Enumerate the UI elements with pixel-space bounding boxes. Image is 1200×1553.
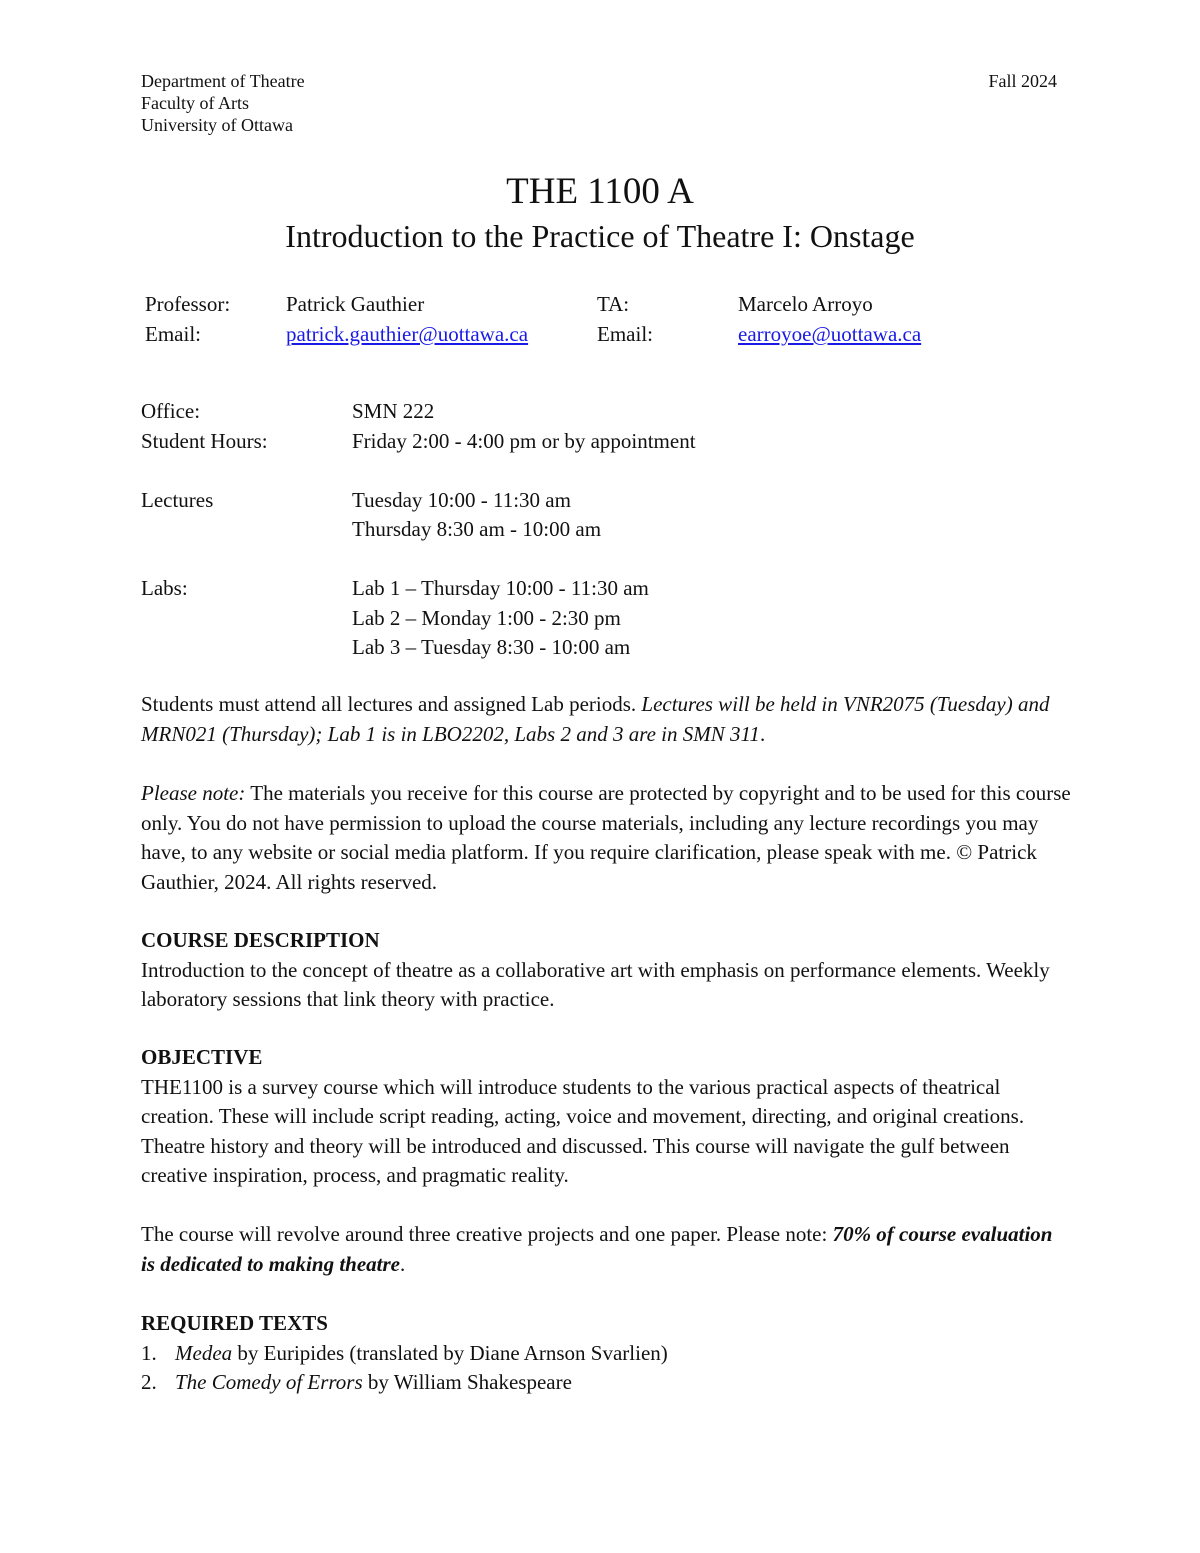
lectures-label: Lectures	[141, 488, 214, 512]
section-heading: COURSE DESCRIPTION	[141, 928, 380, 952]
objective-text: THE1100 is a survey course which will introduce students to the various practical aspects of theatrical creation. These will include script reading, acting, voice and movement, directing, and original creations. Theatre history and theory will be introduced and discussed. This course will navigate the gulf between creative inspiration, process, and pragmatic reality.	[141, 1074, 1025, 1188]
list-item: 2. The Comedy of Errors by William Shakespeare	[141, 1370, 572, 1395]
ta-name: Marcelo Arroyo	[738, 292, 873, 316]
required-texts-section	[141, 1309, 1071, 1398]
lecture-time: Tuesday 10:00 - 11:30 am	[352, 488, 571, 512]
section-heading: OBJECTIVE	[141, 1045, 263, 1069]
professor-email-link[interactable]: patrick.gauthier@uottawa.ca	[286, 322, 529, 346]
faculty-name: Faculty of Arts	[141, 93, 249, 113]
labs-label: Labs:	[141, 576, 188, 600]
professor-email-label: Email:	[145, 322, 201, 346]
course-code: THE 1100 A	[506, 171, 694, 212]
professor-label: Professor:	[145, 292, 231, 316]
description-text: Introduction to the concept of theatre as a collaborative art with emphasis on performance elements. Weekly laboratory sessions that link theory with practice.	[141, 957, 1050, 1012]
attendance-paragraph: Students must attend all lectures and assigned Lab periods. Lectures will be held in VNR2075 (Tuesday) and MRN021 (Thursday); Lab 1 is in LBO2202, Labs 2 and 3 are in SMN 311.	[141, 692, 1050, 746]
course-description-section	[141, 926, 1071, 1015]
text-title: The Comedy of Errors	[175, 1370, 363, 1395]
lab-time: Lab 1 – Thursday 10:00 - 11:30 am	[352, 576, 649, 600]
note-label: Please note:	[141, 781, 246, 805]
copyright-note: Please note: The materials you receive for this course are protected by copyright and to be used for this course only. You do not have permission to upload the course materials, including any lecture recordings you may have, to any website or social media platform. If you require clarification, please speak with me. © Patrick Gauthier, 2024. All rights reserved.	[141, 781, 1071, 894]
projects-paragraph: The course will revolve around three creative projects and one paper. Please note: 70% of course evaluation is dedicated to making theatre.	[141, 1222, 1053, 1276]
objective-section	[141, 1043, 1071, 1191]
lecture-time: Thursday 8:30 am - 10:00 am	[352, 517, 602, 541]
student-hours-label: Student Hours:	[141, 429, 268, 453]
section-heading: REQUIRED TEXTS	[141, 1311, 328, 1335]
room-info: Lectures will be held in VNR2075 (Tuesday) and MRN021 (Thursday); Lab 1 is in LBO2202, Labs 2 and 3 are in SMN 311	[141, 692, 1050, 746]
professor-name: Patrick Gauthier	[286, 292, 425, 316]
required-texts-list	[141, 1339, 1071, 1398]
department-name: Department of Theatre	[141, 71, 305, 91]
term-label: Fall 2024	[988, 71, 1057, 91]
department-block	[141, 70, 305, 136]
office-label: Office:	[141, 399, 201, 423]
course-title: Introduction to the Practice of Theatre I: Onstage	[285, 218, 915, 254]
evaluation-emphasis: 70% of course evaluation is dedicated to making theatre	[141, 1222, 1053, 1276]
ta-email-link[interactable]: earroyoe@uottawa.ca	[738, 322, 922, 346]
ta-label: TA:	[597, 292, 630, 316]
university-name: University of Ottawa	[141, 115, 293, 135]
student-hours-value: Friday 2:00 - 4:00 pm or by appointment	[352, 429, 696, 453]
text-title: Medea	[175, 1340, 233, 1365]
ta-email-label: Email:	[597, 322, 653, 346]
lab-time: Lab 3 – Tuesday 8:30 - 10:00 am	[352, 635, 631, 659]
lab-time: Lab 2 – Monday 1:00 - 2:30 pm	[352, 606, 621, 630]
office-value: SMN 222	[352, 399, 435, 423]
list-item: 1. Medea by Euripides (translated by Diane Arnson Svarlien)	[141, 1340, 668, 1365]
